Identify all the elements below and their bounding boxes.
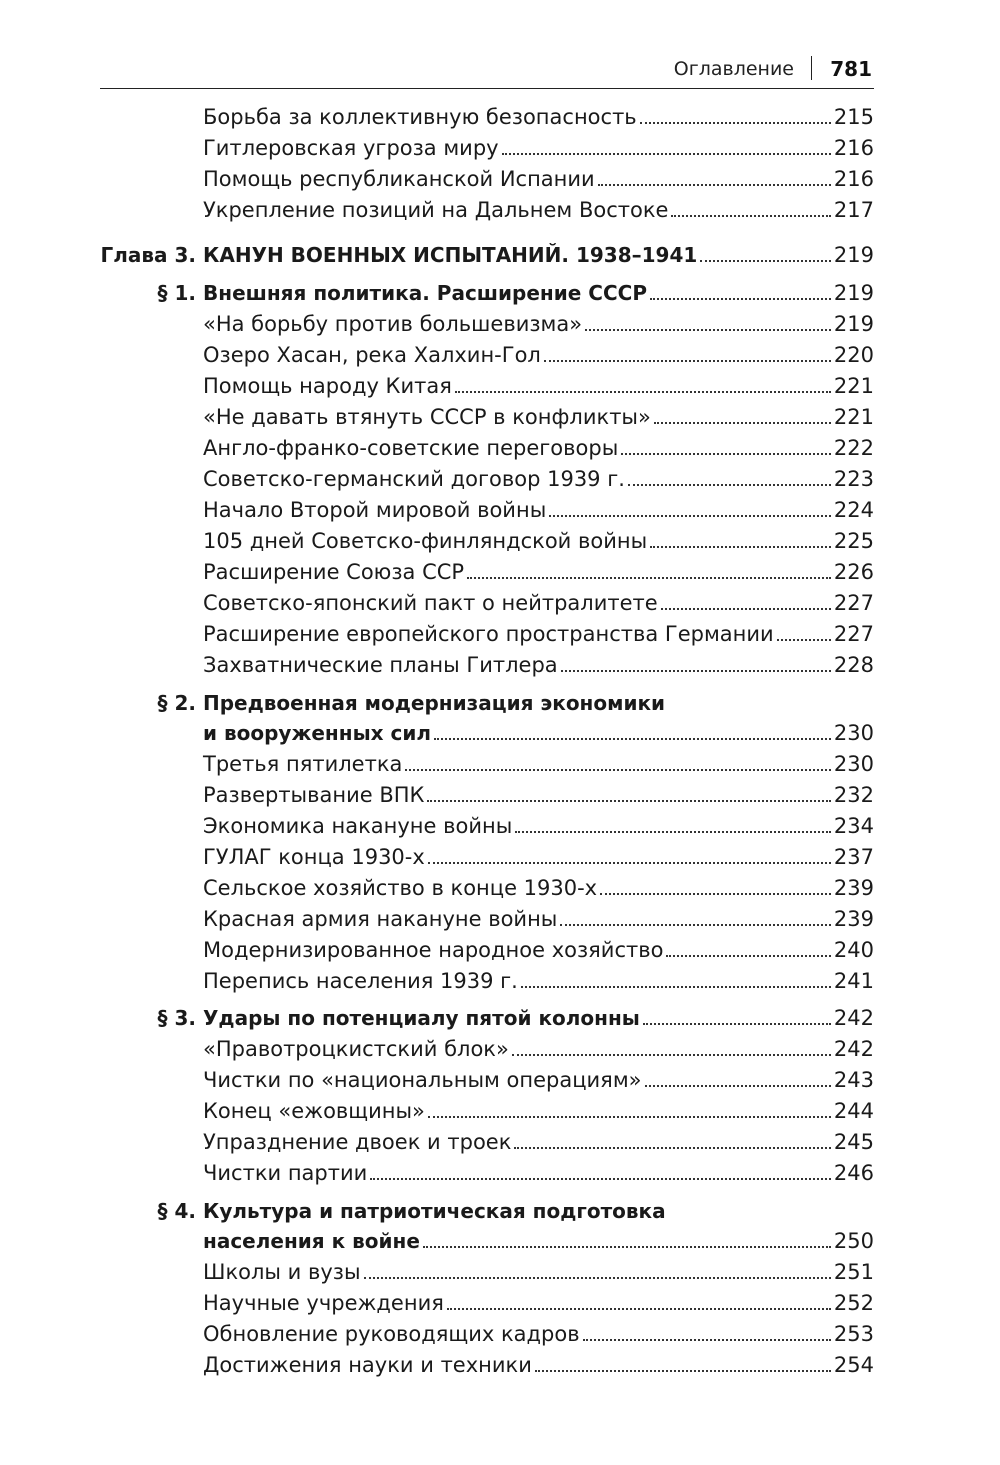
dot-leader (427, 799, 830, 802)
section-entry (203, 278, 874, 308)
toc-entry-page: 219 (833, 281, 874, 305)
toc-entry-title: Англо-франко-советские переговоры (203, 436, 619, 460)
dot-leader (621, 452, 831, 455)
dot-leader (428, 1115, 831, 1118)
dot-leader (777, 638, 831, 641)
toc-entry-title: Укрепление позиций на Дальнем Востоке (203, 198, 669, 222)
toc-entry (203, 1350, 874, 1380)
dot-leader (512, 1053, 831, 1056)
toc-entry-title: Развертывание ВПК (203, 783, 425, 807)
toc-entry-title: Удары по потенциалу пятой колонны (203, 1006, 640, 1030)
toc-entry (203, 811, 874, 841)
toc-entry-title: Расширение Союза ССР (203, 560, 465, 584)
dot-leader (560, 923, 831, 926)
toc-entry-page: 222 (833, 436, 874, 460)
toc-entry-title: «Правотроцкистский блок» (203, 1037, 509, 1061)
toc-entry-title: и вооруженных сил (203, 721, 432, 745)
toc-entry (203, 780, 874, 810)
toc-entry-page: 221 (833, 374, 874, 398)
toc-entry-title: Расширение европейского пространства Германии (203, 622, 774, 646)
dot-leader (598, 183, 831, 186)
toc-entry-page: 250 (833, 1229, 874, 1253)
toc-entry (203, 1288, 874, 1318)
toc-entry-page: 217 (833, 198, 874, 222)
toc-entry-title: Советско-японский пакт о нейтралитете (203, 591, 658, 615)
toc-entry-title: Сельское хозяйство в конце 1930-х (203, 876, 598, 900)
dot-leader (645, 1084, 831, 1087)
toc-entry (203, 526, 874, 556)
dot-leader (661, 607, 831, 610)
toc-entry (203, 588, 874, 618)
toc-entry-page: 244 (833, 1099, 874, 1123)
section-label: § 1. (157, 281, 196, 305)
dot-leader (502, 152, 831, 155)
dot-leader (467, 576, 831, 579)
toc-entry (203, 433, 874, 463)
section-label: § 2. (157, 691, 196, 715)
toc-entry-page: 227 (833, 591, 874, 615)
toc-entry-title: Научные учреждения (203, 1291, 444, 1315)
section-entry (203, 1226, 874, 1256)
dot-leader (650, 297, 831, 300)
section-entry (203, 1003, 874, 1033)
running-head-separator (811, 56, 813, 80)
toc-entry-title: Экономика накануне войны (203, 814, 513, 838)
toc-entry-title: Борьба за коллективную безопасность (203, 105, 637, 129)
section-title-line: Культура и патриотическая подготовка (203, 1199, 666, 1223)
toc-entry-title: КАНУН ВОЕННЫХ ИСПЫТАНИЙ. 1938–1941 (203, 243, 698, 267)
section-label: § 3. (157, 1006, 196, 1030)
toc-entry-title: Обновление руководящих кадров (203, 1322, 580, 1346)
toc-entry-page: 225 (833, 529, 874, 553)
dot-leader (434, 737, 831, 740)
dot-leader (585, 328, 831, 331)
toc-entry-title: «Не давать втянуть СССР в конфликты» (203, 405, 651, 429)
toc-entry-page: 226 (833, 560, 874, 584)
toc-entry (203, 309, 874, 339)
toc-entry-page: 237 (833, 845, 874, 869)
toc-entry (203, 966, 874, 996)
dot-leader (600, 892, 831, 895)
toc-entry-page: 241 (833, 969, 874, 993)
toc-entry (203, 195, 874, 225)
toc-entry (203, 619, 874, 649)
chapter-label: Глава 3. (100, 243, 196, 267)
section-entry (203, 718, 874, 748)
toc-entry-page: 242 (833, 1006, 874, 1030)
toc-entry-page: 232 (833, 783, 874, 807)
toc-entry-page: 251 (833, 1260, 874, 1284)
toc-entry (203, 904, 874, 934)
toc-entry-page: 252 (833, 1291, 874, 1315)
toc-entry (203, 1127, 874, 1157)
toc-entry-page: 219 (833, 243, 874, 267)
toc-entry (203, 133, 874, 163)
toc-entry (203, 102, 874, 132)
toc-entry-page: 243 (833, 1068, 874, 1092)
section-title-line: Предвоенная модернизация экономики (203, 691, 666, 715)
dot-leader (643, 1022, 831, 1025)
toc-entry-page: 253 (833, 1322, 874, 1346)
toc-entry-page: 219 (833, 312, 874, 336)
toc-entry (203, 402, 874, 432)
dot-leader (515, 830, 831, 833)
toc-entry-page: 216 (833, 167, 874, 191)
toc-entry-page: 216 (833, 136, 874, 160)
toc-entry-title: Конец «ежовщины» (203, 1099, 425, 1123)
toc-entry-title: Модернизированное народное хозяйство (203, 938, 664, 962)
toc-entry (203, 873, 874, 903)
toc-entry (203, 650, 874, 680)
toc-entry (203, 464, 874, 494)
dot-leader (549, 514, 831, 517)
dot-leader (654, 421, 831, 424)
toc-entry-title: Гитлеровская угроза миру (203, 136, 499, 160)
dot-leader (428, 861, 831, 864)
toc-entry-title: «На борьбу против большевизма» (203, 312, 583, 336)
toc-entry-title: Чистки по «национальным операциям» (203, 1068, 642, 1092)
dot-leader (447, 1307, 831, 1310)
toc-entry-title: Школы и вузы (203, 1260, 361, 1284)
toc-entry-page: 239 (833, 876, 874, 900)
dot-leader (671, 214, 830, 217)
toc-entry-page: 223 (833, 467, 874, 491)
toc-entry-page: 234 (833, 814, 874, 838)
toc-entry-page: 221 (833, 405, 874, 429)
toc-entry-title: Красная армия накануне войны (203, 907, 558, 931)
dot-leader (535, 1369, 831, 1372)
page-number: 781 (830, 57, 872, 81)
toc-entry-page: 230 (833, 752, 874, 776)
toc-entry-page: 254 (833, 1353, 874, 1377)
toc-entry-title: Советско-германский договор 1939 г. (203, 467, 625, 491)
toc-entry-title: Упразднение двоек и троек (203, 1130, 512, 1154)
toc-entry-page: 224 (833, 498, 874, 522)
toc-entry-title: Третья пятилетка (203, 752, 403, 776)
toc-entry-page: 215 (833, 105, 874, 129)
toc-entry-page: 246 (833, 1161, 874, 1185)
toc-entry-title: Захватнические планы Гитлера (203, 653, 558, 677)
toc-entry-title: Помощь республиканской Испании (203, 167, 595, 191)
toc-entry-title: Внешняя политика. Расширение СССР (203, 281, 647, 305)
dot-leader (514, 1146, 831, 1149)
toc-entry (203, 1257, 874, 1287)
toc-entry (203, 935, 874, 965)
toc-entry (203, 1065, 874, 1095)
toc-entry (203, 1158, 874, 1188)
dot-leader (650, 545, 831, 548)
toc-entry (203, 495, 874, 525)
toc-entry (203, 164, 874, 194)
toc-entry-title: Достижения науки и техники (203, 1353, 532, 1377)
toc-entry-title: ГУЛАГ конца 1930-х (203, 845, 425, 869)
running-head (100, 56, 874, 89)
dot-leader (364, 1276, 831, 1279)
dot-leader (666, 954, 830, 957)
dot-leader (628, 483, 831, 486)
toc-entry-title: Чистки партии (203, 1161, 368, 1185)
toc-entry-title: 105 дней Советско-финляндской войны (203, 529, 648, 553)
toc-entry-page: 245 (833, 1130, 874, 1154)
chapter-entry (203, 240, 874, 270)
dot-leader (370, 1177, 831, 1180)
dot-leader (583, 1338, 831, 1341)
toc-entry (203, 749, 874, 779)
toc-entry-page: 230 (833, 721, 874, 745)
dot-leader (640, 121, 831, 124)
dot-leader (455, 390, 831, 393)
toc-entry-page: 239 (833, 907, 874, 931)
toc-entry (203, 371, 874, 401)
toc-entry-title: Перепись населения 1939 г. (203, 969, 518, 993)
dot-leader (521, 985, 831, 988)
toc-entry-title: Начало Второй мировой войны (203, 498, 547, 522)
toc-entry-title: населения к войне (203, 1229, 420, 1253)
toc-entry (203, 1034, 874, 1064)
toc-entry-title: Помощь народу Китая (203, 374, 452, 398)
toc-entry (203, 557, 874, 587)
toc-entry (203, 1319, 874, 1349)
toc-entry (203, 340, 874, 370)
dot-leader (561, 669, 831, 672)
section-label: § 4. (157, 1199, 196, 1223)
toc-entry-page: 227 (833, 622, 874, 646)
toc-entry (203, 842, 874, 872)
toc-entry-title: Озеро Хасан, река Халхин-Гол (203, 343, 541, 367)
dot-leader (405, 768, 831, 771)
toc-entry-page: 220 (833, 343, 874, 367)
toc-entry-page: 242 (833, 1037, 874, 1061)
dot-leader (700, 259, 831, 262)
toc-entry (203, 1096, 874, 1126)
running-head-section: Оглавление (673, 58, 794, 80)
dot-leader (423, 1245, 831, 1248)
toc-entry-page: 240 (833, 938, 874, 962)
dot-leader (544, 359, 831, 362)
toc-entry-page: 228 (833, 653, 874, 677)
